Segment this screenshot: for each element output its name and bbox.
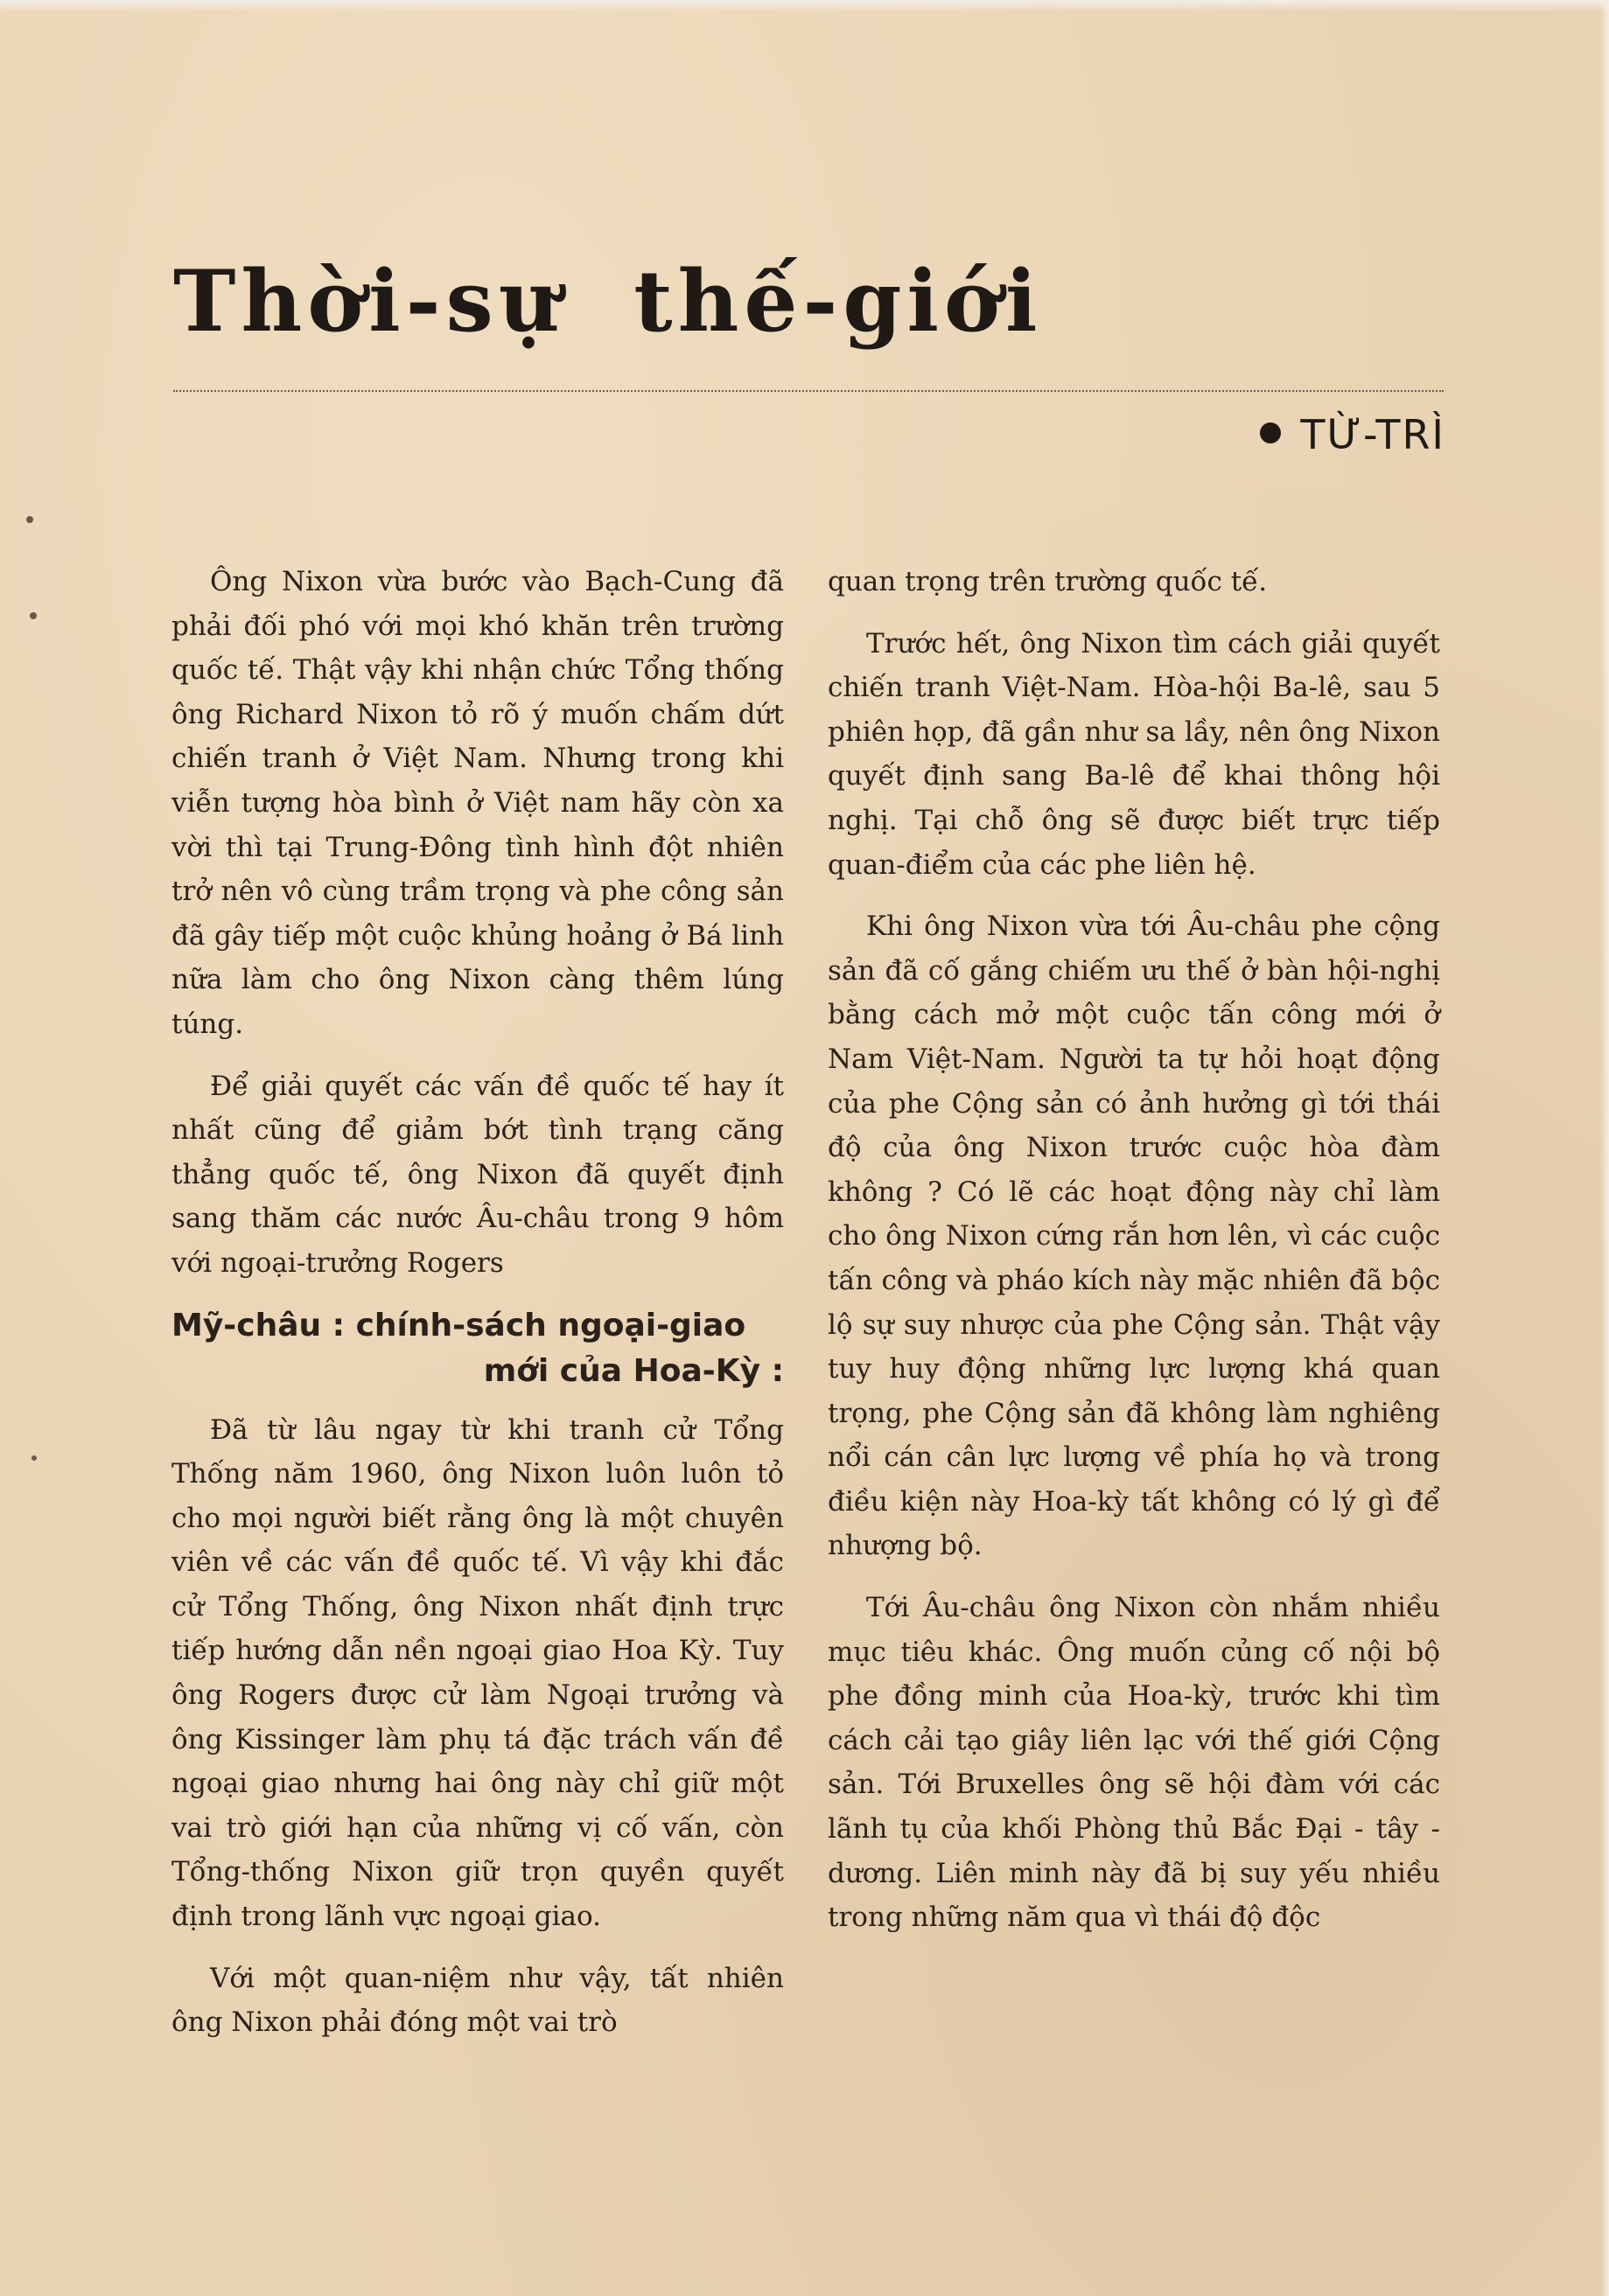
bullet-icon [1260, 422, 1281, 443]
paragraph: Ông Nixon vừa bước vào Bạch-Cung đã phải đối phó với mọi khó khăn trên trường quốc tế. Thật vậy khi nhận chức Tổng thống ông Richard Nixon tỏ rõ ý muốn chấm dứt chiến tranh ở Việt Nam. Nhưng trong khi viễn tượng hòa bình ở Việt nam hãy còn xa vời thì tại Trung-Đông tình hình đột nhiên trở nên vô cùng trầm trọng và phe công sản đã gây tiếp một cuộc khủng hoảng ở Bá linh nữa làm cho ông Nixon càng thêm lúng túng. [171, 566, 784, 1040]
section-heading-line-2: mới của Hoa-Kỳ : [483, 1352, 784, 1389]
page-top-edge [0, 0, 1609, 12]
paper-speck [26, 516, 33, 523]
paragraph: Tới Âu-châu ông Nixon còn nhắm nhiều mục tiêu khác. Ông muốn củng cố nội bộ phe đồng minh của Hoa-kỳ, trước khi tìm cách cải tạo giây liên lạc với thế giới Cộng sản. Tới Bruxelles ông sẽ hội đàm với các lãnh tụ của khối Phòng thủ Bắc Đại - tây - dương. Liên minh này đã bị suy yếu nhiều trong những năm qua vì thái độ độc [828, 1592, 1440, 1934]
title-divider [173, 390, 1444, 392]
paragraph: Khi ông Nixon vừa tới Âu-châu phe cộng sản đã cố gắng chiếm ưu thế ở bàn hội-nghị bằng cách mở một cuộc tấn công mới ở Nam Việt-Nam. Người ta tự hỏi hoạt động của phe Cộng sản có ảnh hưởng gì tới thái độ của ông Nixon trước cuộc hòa đàm không ? Có lẽ các hoạt động này chỉ làm cho ông Nixon cứng rắn hơn lên, vì các cuộc tấn công và pháo kích này mặc nhiên đã bộc lộ sự suy nhược của phe Cộng sản. Thật vậy tuy huy động những lực lượng khá quan trọng, phe Cộng sản đã không làm nghiêng nổi cán cân lực lượng về phía họ và trong điều kiện này Hoa-kỳ tất không có lý gì để nhượng bộ. [828, 911, 1440, 1562]
paper-speck [31, 1455, 37, 1461]
paragraph: Để giải quyết các vấn đề quốc tế hay ít nhất cũng để giảm bớt tình trạng căng thẳng quốc tế, ông Nixon đã quyết định sang thăm các nước Âu-châu trong 9 hôm với ngoại-trưởng Rogers [171, 1070, 784, 1279]
paragraph: Trước hết, ông Nixon tìm cách giải quyết chiến tranh Việt-Nam. Hòa-hội Ba-lê, sau 5 phiên họp, đã gần như sa lầy, nên ông Nixon quyết định sang Ba-lê để khai thông hội nghị. Tại chỗ ông sẽ được biết trực tiếp quan-điểm của các phe liên hệ. [828, 627, 1440, 881]
page-right-edge [1600, 0, 1609, 2296]
paragraph: Đã từ lâu ngay từ khi tranh cử Tổng Thống năm 1960, ông Nixon luôn luôn tỏ cho mọi người biết rằng ông là một chuyên viên về các vấn đề quốc tế. Vì vậy khi đắc cử Tổng Thống, ông Nixon nhất định trực tiếp hướng dẫn nền ngoại giao Hoa Kỳ. Tuy ông Rogers được cử làm Ngoại trưởng và ông Kissinger làm phụ tá đặc trách vấn đề ngoại giao nhưng hai ông này chỉ giữ một vai trò giới hạn của những vị cố vấn, còn Tổng-thống Nixon giữ trọn quyền quyết định trong lãnh vực ngoại giao. [171, 1413, 784, 1933]
right-column [828, 560, 1440, 1958]
author-byline [1192, 411, 1445, 458]
paper-speck [30, 612, 37, 619]
section-heading-line-1: Mỹ-châu : chính-sách ngoại-giao [171, 1307, 746, 1343]
section-heading [171, 1303, 784, 1394]
article-title: Thời-sự thế-giới [173, 252, 1043, 351]
left-column [171, 560, 784, 2062]
author-name: TỪ-TRÌ [1300, 411, 1445, 458]
paragraph: Với một quan-niệm như vậy, tất nhiên ông Nixon phải đóng một vai trò [171, 1962, 784, 2039]
paragraph: quan trọng trên trường quốc tế. [828, 566, 1268, 597]
